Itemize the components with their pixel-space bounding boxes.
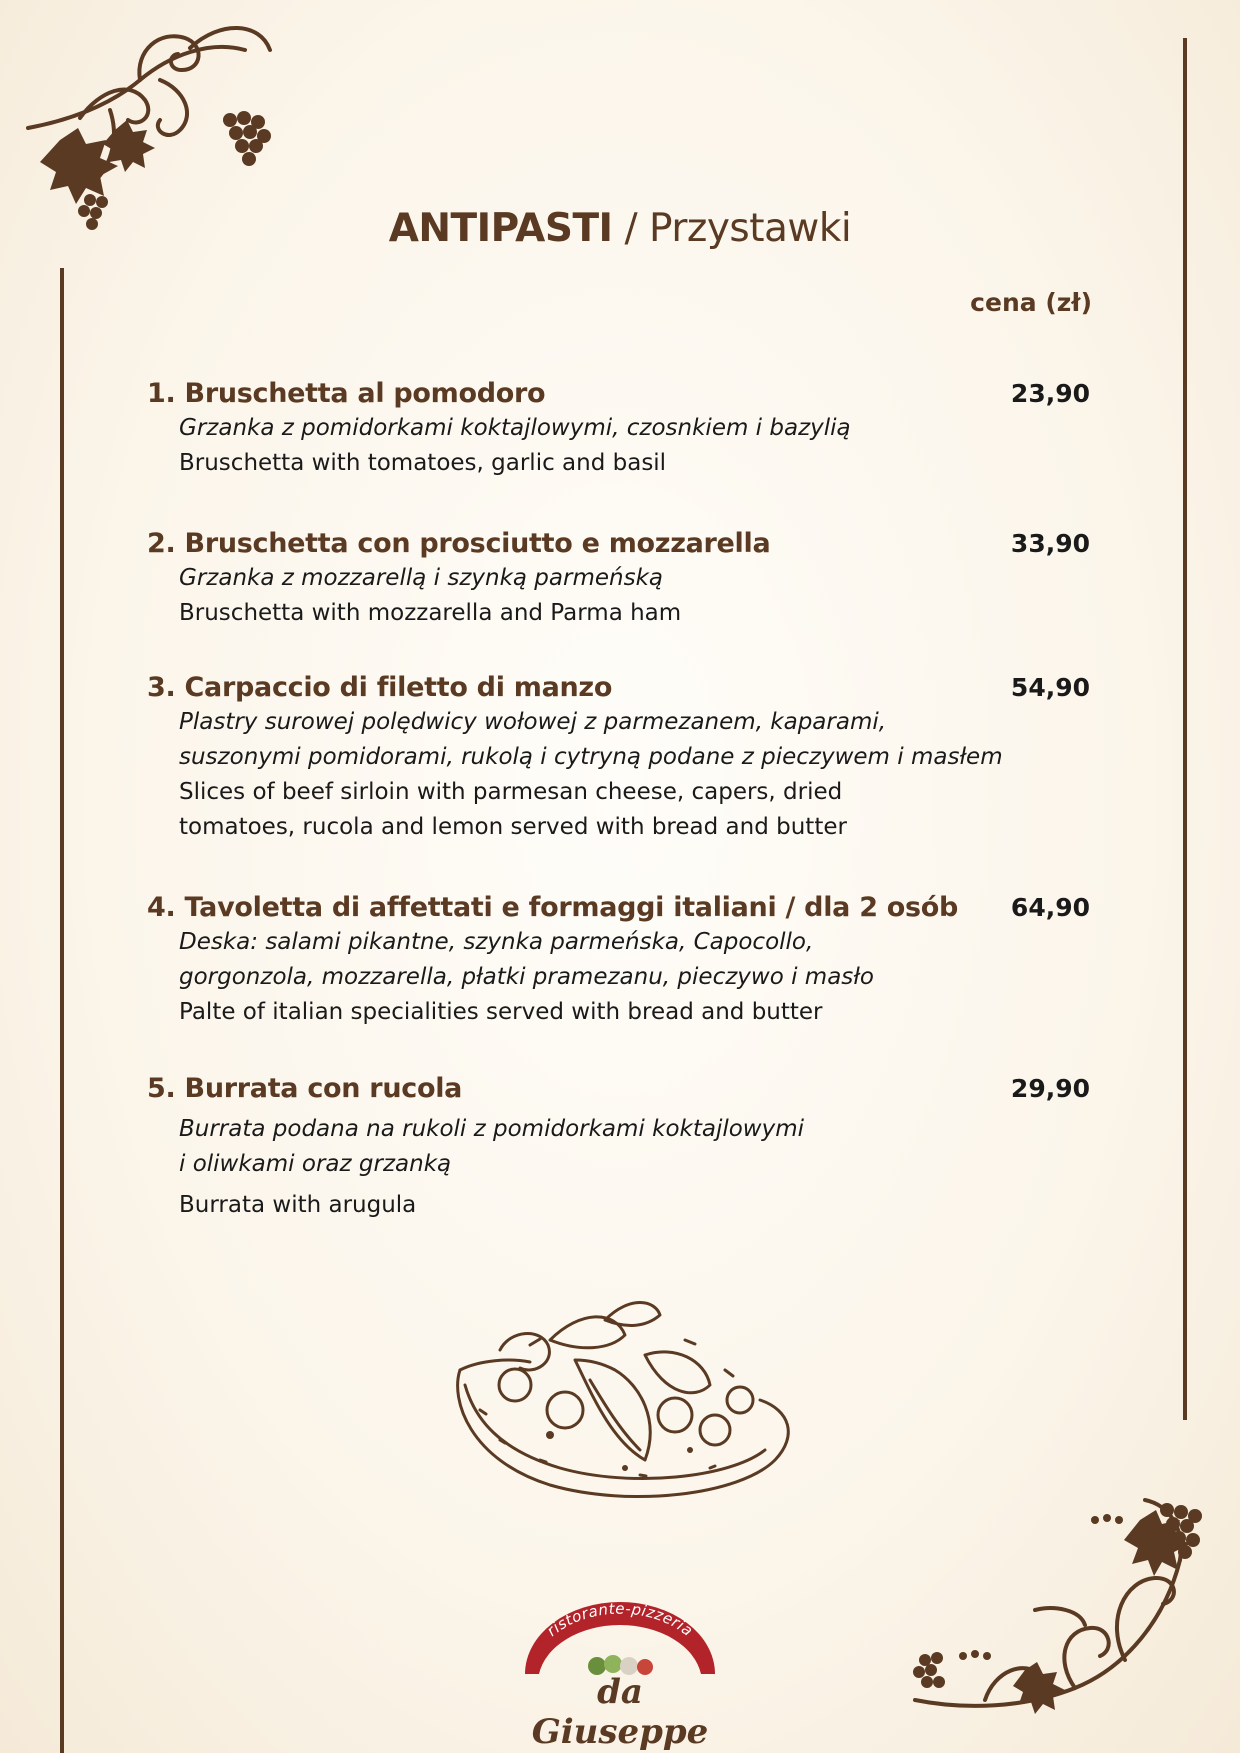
description-line: Grzanka z pomidorkami koktajlowymi, czosnkiem i bazylią [179,415,851,441]
menu-item-title: 4. Tavoletta di affettati e formaggi italiani / dla 2 osób [147,892,959,923]
description-line: suszonymi pomidorami, rukolą i cytryną podane z pieczywem i masłem [179,744,1003,770]
grapevine-ornament-bottom-right-icon [905,1460,1220,1750]
menu-item [147,891,1097,1030]
description-line: Burrata with arugula [179,1192,417,1218]
menu-item-description-english [147,995,1097,1030]
logo-name: da Giuseppe [531,1672,709,1752]
left-border-line [60,268,64,1753]
title-italian: ANTIPASTI [388,206,613,251]
menu-item-description-english [147,775,1097,845]
menu-item-price: 29,90 [1010,1074,1090,1103]
menu-item-description-polish [147,705,1097,775]
description-line: Slices of beef sirloin with parmesan cheese, capers, dried [179,779,843,805]
menu-item-description-english [147,596,1097,631]
page-title [0,206,1240,251]
menu-item-price: 23,90 [1010,379,1090,408]
description-line: tomatoes, rucola and lemon served with bread and butter [179,814,847,840]
menu-item-price: 54,90 [1010,673,1090,702]
menu-item-title: 2. Bruschetta con prosciutto e mozzarella [147,528,771,559]
menu-item [147,671,1097,845]
menu-item-title: 1. Bruschetta al pomodoro [147,378,546,409]
bruschetta-illustration [440,1290,800,1505]
title-polish: Przystawki [649,206,852,251]
description-line: Bruschetta with tomatoes, garlic and basil [179,450,667,476]
description-line: Deska: salami pikantne, szynka parmeńska, Capocollo, [179,929,814,955]
description-line: Plastry surowej polędwicy wołowej z parmezanem, kaparami, [179,709,887,735]
description-line: Palte of italian specialities served with bread and butter [179,999,823,1025]
description-line: gorgonzola, mozzarella, płatki pramezanu, pieczywo i masło [179,964,874,990]
menu-item-description-english [147,1188,1097,1223]
menu-item-price: 33,90 [1010,529,1090,558]
menu-item-description-polish [147,1112,1097,1182]
menu-item-title: 5. Burrata con rucola [147,1073,463,1104]
price-column-header: cena (zł) [970,288,1092,317]
restaurant-logo [505,1588,735,1752]
menu-item-title: 3. Carpaccio di filetto di manzo [147,672,613,703]
description-line: i oliwkami oraz grzanką [179,1151,452,1177]
menu-item-description-polish [147,411,1097,446]
logo-arc-text: ristorante-pizzeria [543,1599,697,1641]
menu-item [147,1072,1097,1223]
menu-item-description-english [147,446,1097,481]
description-line: Bruschetta with mozzarella and Parma ham [179,600,682,626]
description-line: Grzanka z mozzarellą i szynką parmeńską [179,565,663,591]
menu-item-description-polish [147,925,1097,995]
title-separator: / [612,206,649,251]
menu-item [147,377,1097,481]
menu-item [147,527,1097,631]
description-line: Burrata podana na rukoli z pomidorkami koktajlowymi [179,1116,805,1142]
menu-item-description-polish [147,561,1097,596]
menu-item-price: 64,90 [1010,893,1090,922]
logo-arc [505,1588,735,1678]
